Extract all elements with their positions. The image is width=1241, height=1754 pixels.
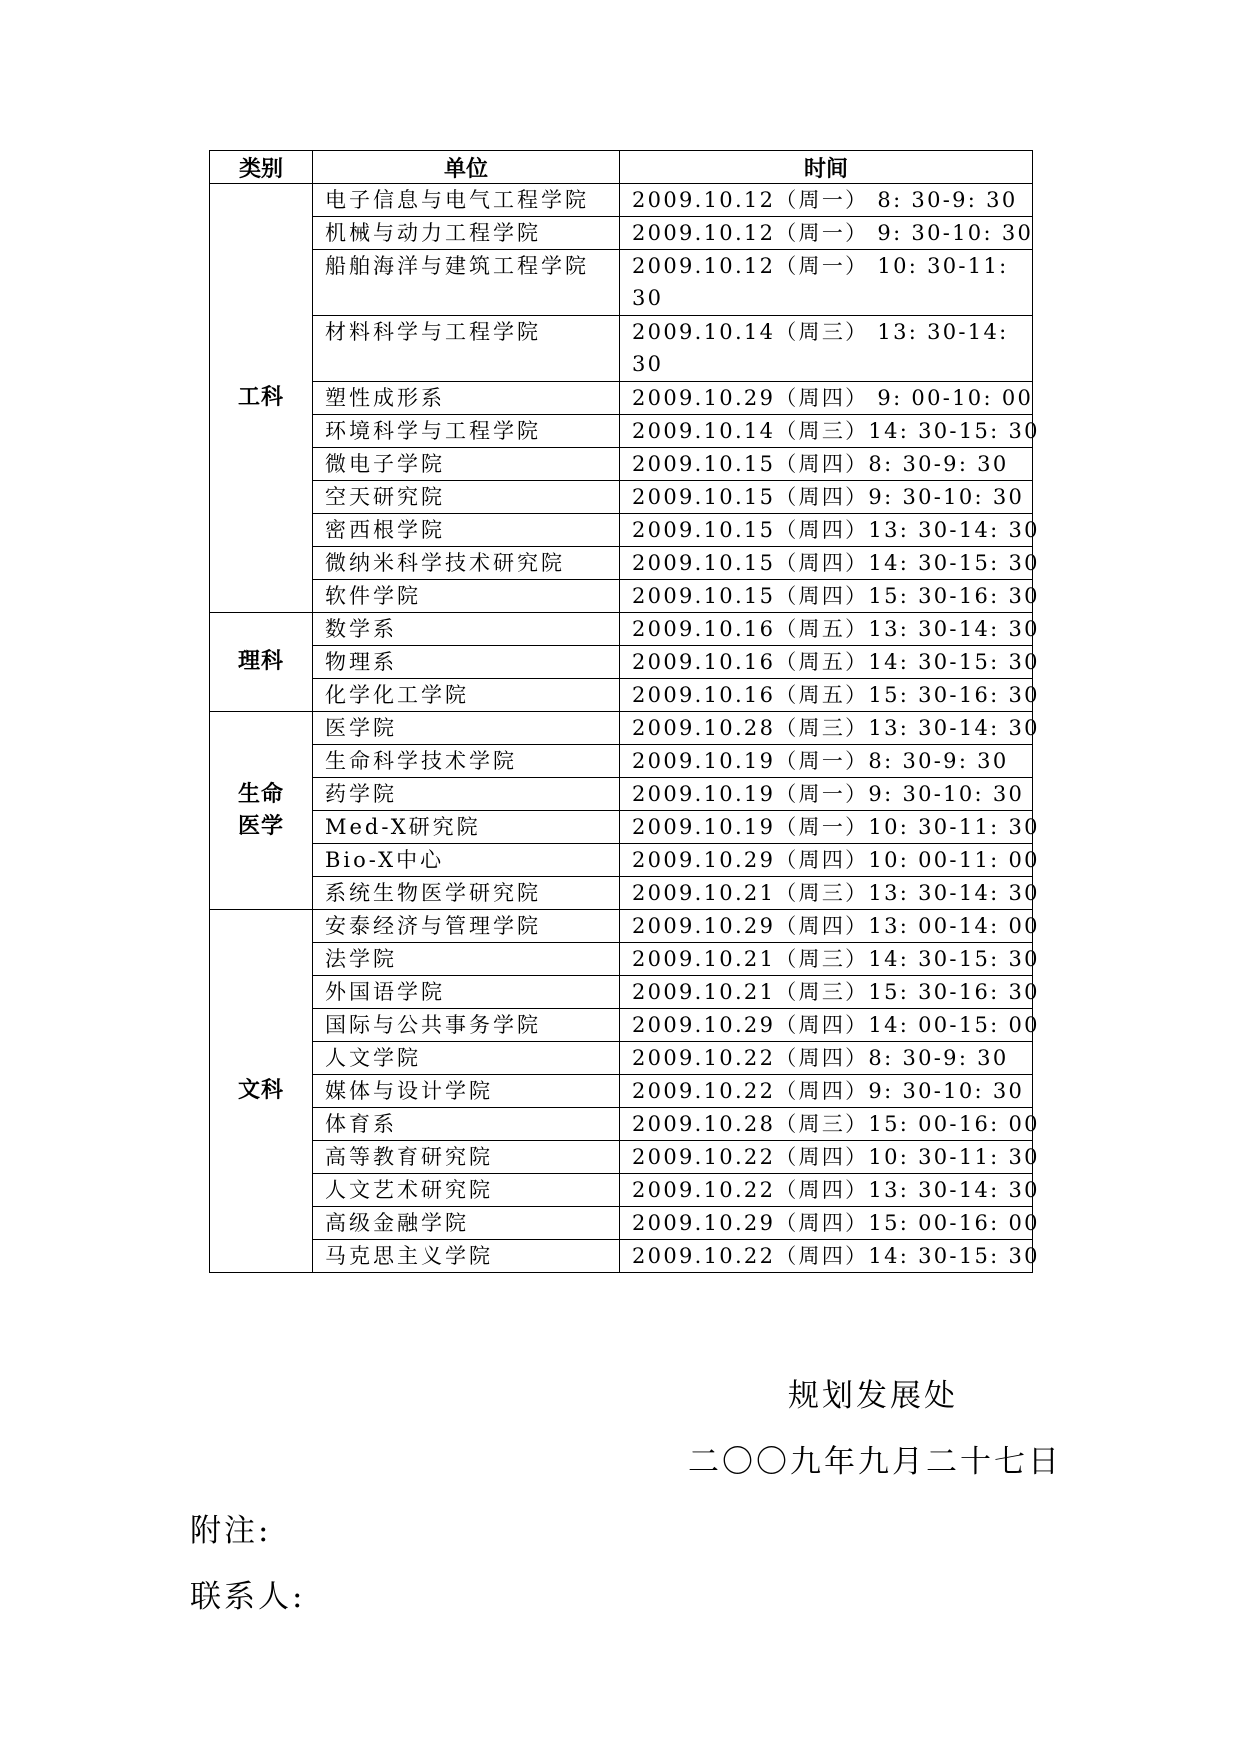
category-cell	[210, 910, 313, 1273]
time-cell: 2009.10.22（周四）10: 30-11: 30	[620, 1141, 1033, 1174]
time-cell: 2009.10.21（周三）13: 30-14: 30	[620, 877, 1033, 910]
table-row	[210, 217, 1033, 250]
time-cell: 2009.10.14（周三）14: 30-15: 30	[620, 415, 1033, 448]
unit-cell: 媒体与设计学院	[313, 1075, 620, 1108]
unit-cell: 物理系	[313, 646, 620, 679]
table-row	[210, 943, 1033, 976]
issue-date: 二〇〇九年九月二十七日	[688, 1444, 1062, 1480]
time-cell: 2009.10.12（周一） 10: 30-11: 30	[620, 250, 1033, 316]
table-row	[210, 1108, 1033, 1141]
unit-cell: 密西根学院	[313, 514, 620, 547]
table-row	[210, 547, 1033, 580]
unit-cell: 国际与公共事务学院	[313, 1009, 620, 1042]
table-row	[210, 415, 1033, 448]
unit-cell: 高级金融学院	[313, 1207, 620, 1240]
table-row	[210, 910, 1033, 943]
table-row	[210, 811, 1033, 844]
time-cell: 2009.10.29（周四）13: 00-14: 00	[620, 910, 1033, 943]
time-cell: 2009.10.29（周四）14: 00-15: 00	[620, 1009, 1033, 1042]
table-row	[210, 877, 1033, 910]
time-cell: 2009.10.15（周四）15: 30-16: 30	[620, 580, 1033, 613]
unit-cell: Bio-X中心	[313, 844, 620, 877]
category-label: 工科	[237, 385, 284, 410]
table-row	[210, 250, 1033, 316]
unit-cell: 微电子学院	[313, 448, 620, 481]
unit-cell: 空天研究院	[313, 481, 620, 514]
table-row	[210, 613, 1033, 646]
time-cell: 2009.10.22（周四）14: 30-15: 30	[620, 1240, 1033, 1273]
time-cell: 2009.10.15（周四）13: 30-14: 30	[620, 514, 1033, 547]
unit-cell: 外国语学院	[313, 976, 620, 1009]
table-row	[210, 481, 1033, 514]
table-row	[210, 1075, 1033, 1108]
unit-cell: 医学院	[313, 712, 620, 745]
unit-cell: 人文学院	[313, 1042, 620, 1075]
unit-cell: 生命科学技术学院	[313, 745, 620, 778]
unit-cell: 化学化工学院	[313, 679, 620, 712]
table-row	[210, 514, 1033, 547]
time-cell: 2009.10.28（周三）13: 30-14: 30	[620, 712, 1033, 745]
unit-cell: 安泰经济与管理学院	[313, 910, 620, 943]
table-row	[210, 679, 1033, 712]
time-cell: 2009.10.19（周一）8: 30-9: 30	[620, 745, 1033, 778]
table-row	[210, 976, 1033, 1009]
unit-cell: 电子信息与电气工程学院	[313, 184, 620, 217]
time-cell: 2009.10.15（周四）14: 30-15: 30	[620, 547, 1033, 580]
time-cell: 2009.10.19（周一）10: 30-11: 30	[620, 811, 1033, 844]
unit-cell: 环境科学与工程学院	[313, 415, 620, 448]
table-row	[210, 580, 1033, 613]
time-cell: 2009.10.22（周四）8: 30-9: 30	[620, 1042, 1033, 1075]
table-row	[210, 448, 1033, 481]
table-row	[210, 745, 1033, 778]
time-cell: 2009.10.28（周三）15: 00-16: 00	[620, 1108, 1033, 1141]
table-row	[210, 1174, 1033, 1207]
header-unit: 单位	[313, 151, 620, 184]
time-cell: 2009.10.15（周四）8: 30-9: 30	[620, 448, 1033, 481]
table-row	[210, 1009, 1033, 1042]
category-label: 生命医学	[237, 781, 284, 839]
table-row	[210, 712, 1033, 745]
table-row	[210, 382, 1033, 415]
unit-cell: 高等教育研究院	[313, 1141, 620, 1174]
category-cell	[210, 712, 313, 910]
time-cell: 2009.10.16（周五）14: 30-15: 30	[620, 646, 1033, 679]
table-row	[210, 844, 1033, 877]
unit-cell: 马克思主义学院	[313, 1240, 620, 1273]
time-cell: 2009.10.16（周五）13: 30-14: 30	[620, 613, 1033, 646]
unit-cell: 系统生物医学研究院	[313, 877, 620, 910]
time-cell: 2009.10.29（周四）15: 00-16: 00	[620, 1207, 1033, 1240]
time-cell: 2009.10.14（周三） 13: 30-14: 30	[620, 316, 1033, 382]
time-cell: 2009.10.21（周三）15: 30-16: 30	[620, 976, 1033, 1009]
unit-cell: 体育系	[313, 1108, 620, 1141]
unit-cell: 船舶海洋与建筑工程学院	[313, 250, 620, 316]
unit-cell: 人文艺术研究院	[313, 1174, 620, 1207]
unit-cell: 软件学院	[313, 580, 620, 613]
unit-cell: 塑性成形系	[313, 382, 620, 415]
unit-cell: 材料科学与工程学院	[313, 316, 620, 382]
unit-cell: 药学院	[313, 778, 620, 811]
unit-cell: Med-X研究院	[313, 811, 620, 844]
issuing-department: 规划发展处	[788, 1378, 958, 1414]
unit-cell: 数学系	[313, 613, 620, 646]
unit-cell: 法学院	[313, 943, 620, 976]
category-cell	[210, 613, 313, 712]
time-cell: 2009.10.29（周四）10: 00-11: 00	[620, 844, 1033, 877]
time-cell: 2009.10.16（周五）15: 30-16: 30	[620, 679, 1033, 712]
time-cell: 2009.10.22（周四）9: 30-10: 30	[620, 1075, 1033, 1108]
table-header-row	[210, 151, 1033, 184]
time-cell: 2009.10.21（周三）14: 30-15: 30	[620, 943, 1033, 976]
time-cell: 2009.10.15（周四）9: 30-10: 30	[620, 481, 1033, 514]
time-cell: 2009.10.22（周四）13: 30-14: 30	[620, 1174, 1033, 1207]
unit-cell: 机械与动力工程学院	[313, 217, 620, 250]
table-row	[210, 1207, 1033, 1240]
header-category: 类别	[210, 151, 313, 184]
table-row	[210, 316, 1033, 382]
schedule-table	[209, 150, 1040, 1273]
time-cell: 2009.10.29（周四） 9: 00-10: 00	[620, 382, 1033, 415]
time-cell: 2009.10.19（周一）9: 30-10: 30	[620, 778, 1033, 811]
table-row	[210, 778, 1033, 811]
table-row	[210, 1240, 1033, 1273]
table-row	[210, 646, 1033, 679]
time-cell: 2009.10.12（周一） 9: 30-10: 30	[620, 217, 1033, 250]
category-cell	[210, 184, 313, 613]
time-cell: 2009.10.12（周一） 8: 30-9: 30	[620, 184, 1033, 217]
category-label: 文科	[237, 1078, 284, 1103]
table-row	[210, 184, 1033, 217]
contact-label: 联系人:	[190, 1579, 306, 1615]
category-label: 理科	[237, 649, 284, 674]
header-time: 时间	[620, 151, 1033, 184]
table-row	[210, 1141, 1033, 1174]
note-label: 附注:	[190, 1513, 272, 1549]
table-body	[210, 184, 1040, 1273]
table-row	[210, 1042, 1033, 1075]
unit-cell: 微纳米科学技术研究院	[313, 547, 620, 580]
